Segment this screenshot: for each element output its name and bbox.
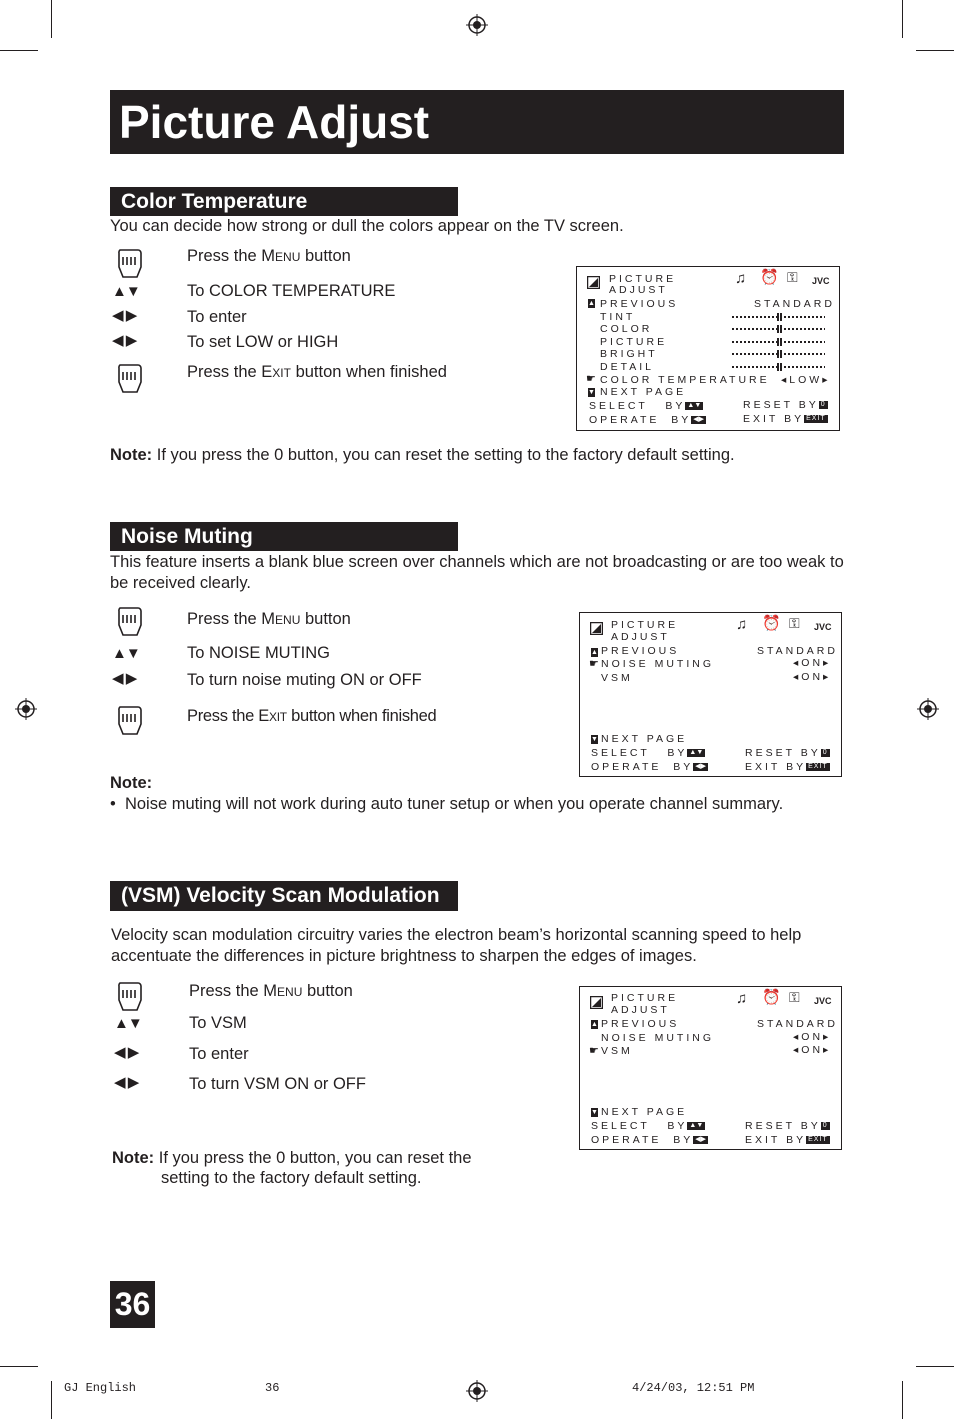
note: Note: If you press the 0 button, you can reset the [112,1149,472,1167]
step-text: To enter [189,1045,249,1063]
menu-mode: STANDARD [757,645,838,657]
step-text: To enter [187,308,247,326]
picture-icon [590,996,603,1009]
crop-mark [51,1381,52,1419]
down-arrow-icon: ▼ [591,1109,598,1116]
down-arrow-icon: ▼ [588,389,595,396]
menu-operate-by: OPERATE BY ◀▶ [589,414,705,426]
note-label: Note: [110,774,153,792]
step-text: To set LOW or HIGH [187,333,339,351]
crop-mark [902,0,903,38]
menu-previous: PREVIOUS [601,645,680,657]
onscreen-menu-vsm [579,986,842,1150]
menu-title: PICTURE [609,273,677,285]
menu-title: ADJUST [611,1004,670,1016]
menu-mode: STANDARD [757,1018,838,1030]
page-title-bar [110,90,844,154]
sound-icon: ♫ [736,616,748,633]
menu-title: PICTURE [611,992,679,1004]
left-right-arrows-icon: ◀ ▶ [112,332,137,349]
level-bar [732,338,825,346]
step-text: To turn VSM ON or OFF [189,1075,366,1093]
menu-item: VSM [601,672,633,684]
up-arrow-icon: ▲ [588,300,595,307]
pointer-hand-icon: ☛ [589,658,599,670]
section-description: You can decide how strong or dull the colors appear on the TV screen. [110,217,624,235]
hand-press-icon [112,245,148,281]
menu-item: COLOR [600,323,653,335]
menu-reset-by: RESET BY 0 [745,747,828,759]
onscreen-menu-noise-muting [579,612,842,777]
menu-exit-by: EXIT BY EXIT [745,761,828,773]
menu-item: TINT [600,311,636,323]
registration-mark-icon [466,1380,488,1402]
menu-exit-by: EXIT BY EXIT [743,413,826,425]
page-number: 36 [110,1281,155,1328]
step-text: Press the Menu button [187,247,351,265]
menu-item: BRIGHT [600,348,658,360]
level-bar [732,363,825,371]
menu-select-by: SELECT BY ▲▼ [591,1120,704,1132]
jvc-logo: JVC [812,276,830,286]
section-heading-vsm: (VSM) Velocity Scan Modulation [110,881,458,911]
section-description: Velocity scan modulation circuitry varies the electron beam’s horizontal scanning speed to help accentuate the differences in picture brightness to sharpen the edges of images. [111,926,802,965]
step-text: Press the Menu button [187,610,351,628]
page-title: Picture Adjust [119,96,430,148]
left-right-arrows-icon: ◀ ▶ [112,307,137,324]
step-text: Press the Exit button when finished [187,707,437,725]
menu-selected-item: NOISE MUTING [601,658,715,670]
footer-right: 4/24/03, 12:51 PM [632,1381,755,1395]
menu-value: ◂ON▸ [793,1031,832,1043]
menu-title: PICTURE [611,619,679,631]
level-bar [732,350,825,358]
lock-icon: ⚿ [789,989,800,1005]
note-bullet: • Noise muting will not work during auto tuner setup or when you operate channel summary. [110,795,784,813]
lock-icon: ⚿ [787,269,798,285]
up-down-arrows-icon: ▲▼ [112,645,140,662]
menu-selected-item: VSM [601,1045,633,1057]
level-bar [732,325,825,333]
menu-value: ◂ON▸ [793,671,832,683]
menu-selected-value: ◂LOW▸ [781,374,831,386]
up-arrow-icon: ▲ [591,1021,598,1028]
menu-previous: PREVIOUS [600,298,679,310]
crop-mark [902,1381,903,1419]
section-heading-color-temperature: Color Temperature [110,187,458,216]
up-down-arrows-icon: ▲▼ [112,283,140,300]
crop-mark [916,1366,954,1367]
sound-icon: ♫ [736,990,748,1007]
left-right-arrows-icon: ◀ ▶ [112,670,137,687]
menu-operate-by: OPERATE BY ◀▶ [591,1134,707,1146]
menu-select-by: SELECT BY ▲▼ [589,400,702,412]
menu-previous: PREVIOUS [601,1018,680,1030]
left-right-arrows-icon: ◀ ▶ [114,1074,139,1091]
footer-middle: 36 [265,1381,280,1395]
menu-selected-item: COLOR TEMPERATURE [600,374,770,386]
hand-press-icon [112,360,148,396]
note-continued: setting to the factory default setting. [161,1169,422,1187]
menu-next-page: NEXT PAGE [601,1106,688,1118]
menu-select-by: SELECT BY ▲▼ [591,747,704,759]
menu-next-page: NEXT PAGE [600,386,687,398]
menu-item: PICTURE [600,336,668,348]
picture-icon [590,622,603,635]
lock-icon: ⚿ [789,615,800,631]
timer-icon: ⏰ [760,269,779,286]
section-heading-noise-muting: Noise Muting [110,522,458,551]
up-arrow-icon: ▲ [591,649,598,656]
menu-reset-by: RESET BY 0 [745,1120,828,1132]
crop-mark [0,50,38,51]
step-text: To NOISE MUTING [187,644,331,662]
crop-mark [0,1366,38,1367]
menu-title: ADJUST [609,284,668,296]
menu-value: ◂ON▸ [793,1044,832,1056]
onscreen-menu-color-temperature [576,266,840,431]
footer-left: GJ English [64,1381,137,1395]
menu-title: ADJUST [611,631,670,643]
picture-icon [587,276,600,289]
sound-icon: ♫ [735,270,747,287]
up-down-arrows-icon: ▲▼ [114,1015,142,1032]
menu-exit-by: EXIT BY EXIT [745,1134,828,1146]
jvc-logo: JVC [814,996,832,1006]
down-arrow-icon: ▼ [591,736,598,743]
menu-value: ◂ON▸ [793,657,832,669]
menu-reset-by: RESET BY 0 [743,399,826,411]
crop-mark [51,0,52,38]
menu-mode: STANDARD [754,298,835,310]
step-text: Press the Exit button when finished [187,363,447,381]
pointer-hand-icon: ☛ [586,373,596,385]
hand-press-icon [112,702,148,738]
registration-mark-icon [15,698,37,720]
left-right-arrows-icon: ◀ ▶ [114,1044,139,1061]
timer-icon: ⏰ [762,989,781,1006]
level-bar [732,313,825,321]
crop-mark [916,50,954,51]
timer-icon: ⏰ [762,615,781,632]
section-description: This feature inserts a blank blue screen over channels which are not broadcasting or are too weak to be received clearly. [110,553,844,592]
menu-next-page: NEXT PAGE [601,733,688,745]
pointer-hand-icon: ☛ [589,1045,599,1057]
registration-mark-icon [917,698,939,720]
step-text: Press the Menu button [189,982,353,1000]
menu-operate-by: OPERATE BY ◀▶ [591,761,707,773]
step-text: To COLOR TEMPERATURE [187,282,396,300]
step-text: To VSM [189,1014,247,1032]
registration-mark-icon [466,14,488,36]
jvc-logo: JVC [814,622,832,632]
menu-item: DETAIL [600,361,654,373]
step-text: To turn noise muting ON or OFF [187,671,422,689]
hand-press-icon [112,978,148,1014]
menu-item: NOISE MUTING [601,1032,715,1044]
hand-press-icon [112,603,148,639]
note: Note: If you press the 0 button, you can reset the setting to the factory default setting. [110,446,735,464]
